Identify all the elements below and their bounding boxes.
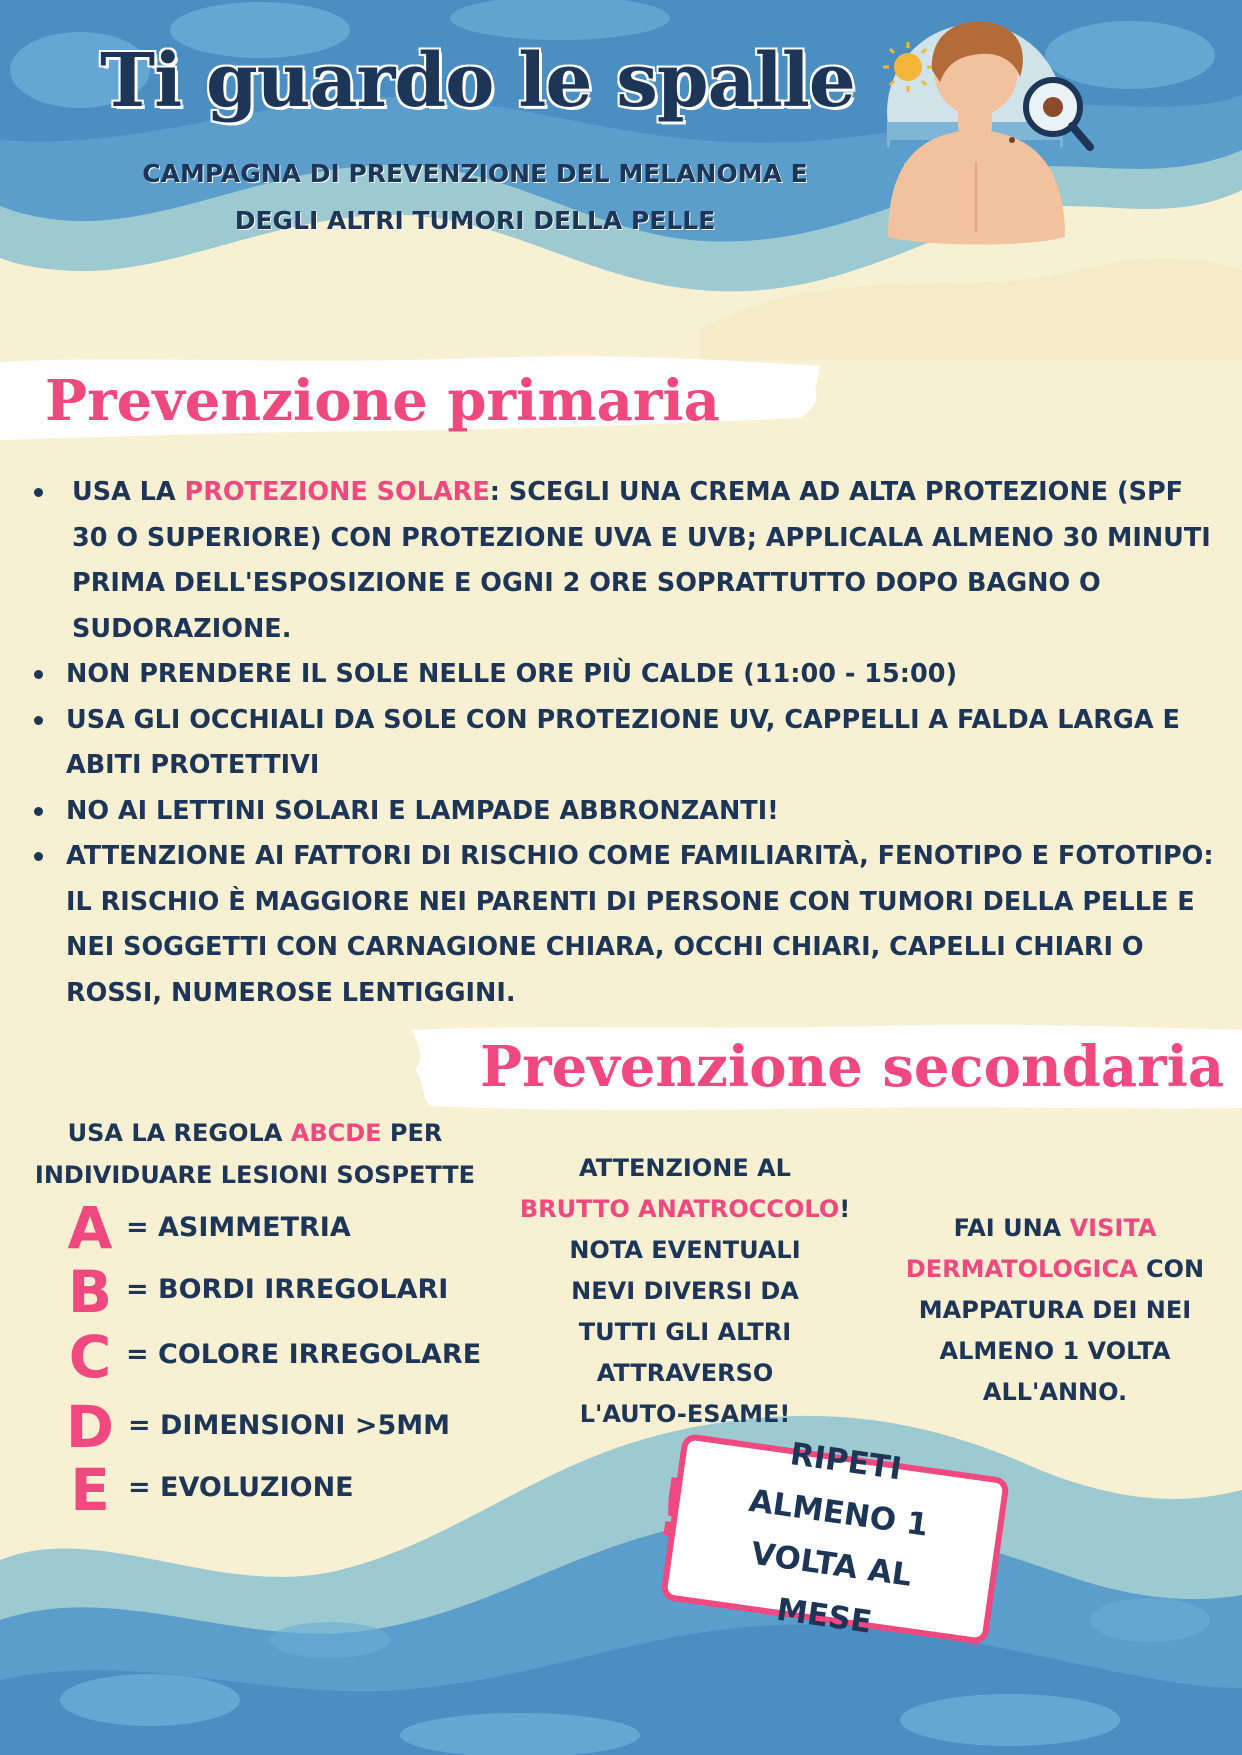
dimension-text: = DIMENSIONI >5MM bbox=[128, 1410, 451, 1441]
secondary-prevention-heading: Prevenzione secondaria bbox=[480, 1034, 1225, 1100]
ugly-duckling-tip bbox=[510, 1148, 860, 1435]
list-item-sunglasses: USA GLI OCCHIALI DA SOLE CON PROTEZIONE UV, CAPPELLI A FALDA LARGA E ABITI PROTETTIVI bbox=[34, 698, 1224, 789]
borders-text: = BORDI IRREGOLARI bbox=[126, 1274, 449, 1305]
ugly-duckling-highlight: BRUTTO ANATROCCOLO bbox=[519, 1195, 840, 1223]
monthly-reminder-stamp bbox=[660, 1433, 1010, 1645]
dermatology-visit-tip bbox=[890, 1208, 1220, 1413]
primary-prevention-list bbox=[34, 470, 1224, 1016]
list-item-risk-factors: ATTENZIONE AI FATTORI DI RISCHIO COME FAMILIARITÀ, FENOTIPO E FOTOTIPO: IL RISCHIO È MAGGIORE NEI PARENTI DI PERSONE CON TUMORI DELLA PELLE E NEI SOGGETTI CON CARNAGIONE CHIARA, OCCHI CHIARI, CAPELLI CHIARI O ROSSI, NUMEROSE LENTIGGINI. bbox=[34, 834, 1224, 1016]
abcde-intro bbox=[20, 1112, 490, 1196]
skin-check-illustration bbox=[870, 12, 1100, 262]
list-item-sunscreen bbox=[34, 470, 1224, 652]
sunscreen-highlight: PROTEZIONE SOLARE bbox=[184, 477, 490, 507]
page-subtitle bbox=[110, 150, 840, 244]
ugly-duckling-line-1: ATTENZIONE AL bbox=[579, 1154, 791, 1182]
visit-highlight: VISITA DERMATOLOGICA bbox=[905, 1214, 1157, 1283]
page-title: Ti guardo le spalle bbox=[100, 38, 855, 124]
abcde-intro-line-2: INDIVIDUARE LESIONI SOSPETTE bbox=[34, 1161, 476, 1189]
letter-c: C bbox=[68, 1323, 112, 1391]
ugly-duckling-exclamation: ! bbox=[839, 1195, 851, 1223]
letter-a: A bbox=[67, 1194, 113, 1262]
subtitle-line-1: CAMPAGNA DI PREVENZIONE DEL MELANOMA E bbox=[142, 159, 808, 188]
evolution-text: = EVOLUZIONE bbox=[128, 1472, 354, 1503]
ugly-duckling-text: NOTA EVENTUALI NEVI DIVERSI DA TUTTI GLI ALTRI ATTRAVERSO L'AUTO-ESAME! bbox=[569, 1236, 801, 1428]
abcde-intro-prefix: USA LA REGOLA bbox=[67, 1119, 291, 1147]
bullet-1-prefix: USA LA bbox=[72, 477, 185, 507]
abcde-highlight: ABCDE bbox=[290, 1119, 382, 1147]
bullet-1-text: : SCEGLI UNA CREMA AD ALTA PROTEZIONE (SPF 30 O SUPERIORE) CON PROTEZIONE UVA E UVB; APPLICALA ALMENO 30 MINUTI PRIMA DELL'ESPOSIZIONE E OGNI 2 ORE SOPRATTUTTO DOPO BAGNO O SUDORAZIONE. bbox=[72, 477, 1211, 644]
letter-b: B bbox=[67, 1258, 113, 1326]
visit-text: CON MAPPATURA DEI NEI ALMENO 1 VOLTA ALL'ANNO. bbox=[918, 1255, 1205, 1406]
letter-e: E bbox=[70, 1456, 110, 1524]
list-item-tanning-beds: NO AI LETTINI SOLARI E LAMPADE ABBRONZANTI! bbox=[34, 789, 1224, 835]
visit-prefix: FAI UNA bbox=[953, 1214, 1070, 1242]
abcde-intro-suffix: PER bbox=[381, 1119, 443, 1147]
subtitle-line-2: DEGLI ALTRI TUMORI DELLA PELLE bbox=[234, 206, 716, 235]
monthly-reminder-text: RIPETI ALMENO 1 VOLTA AL MESE bbox=[746, 1436, 931, 1641]
asymmetry-text: = ASIMMETRIA bbox=[126, 1212, 351, 1243]
primary-prevention-heading: Prevenzione primaria bbox=[45, 368, 720, 434]
letter-d: D bbox=[65, 1393, 115, 1461]
list-item-hot-hours: NON PRENDERE IL SOLE NELLE ORE PIÙ CALDE (11:00 - 15:00) bbox=[34, 652, 1224, 698]
color-text: = COLORE IRREGOLARE bbox=[126, 1339, 482, 1370]
